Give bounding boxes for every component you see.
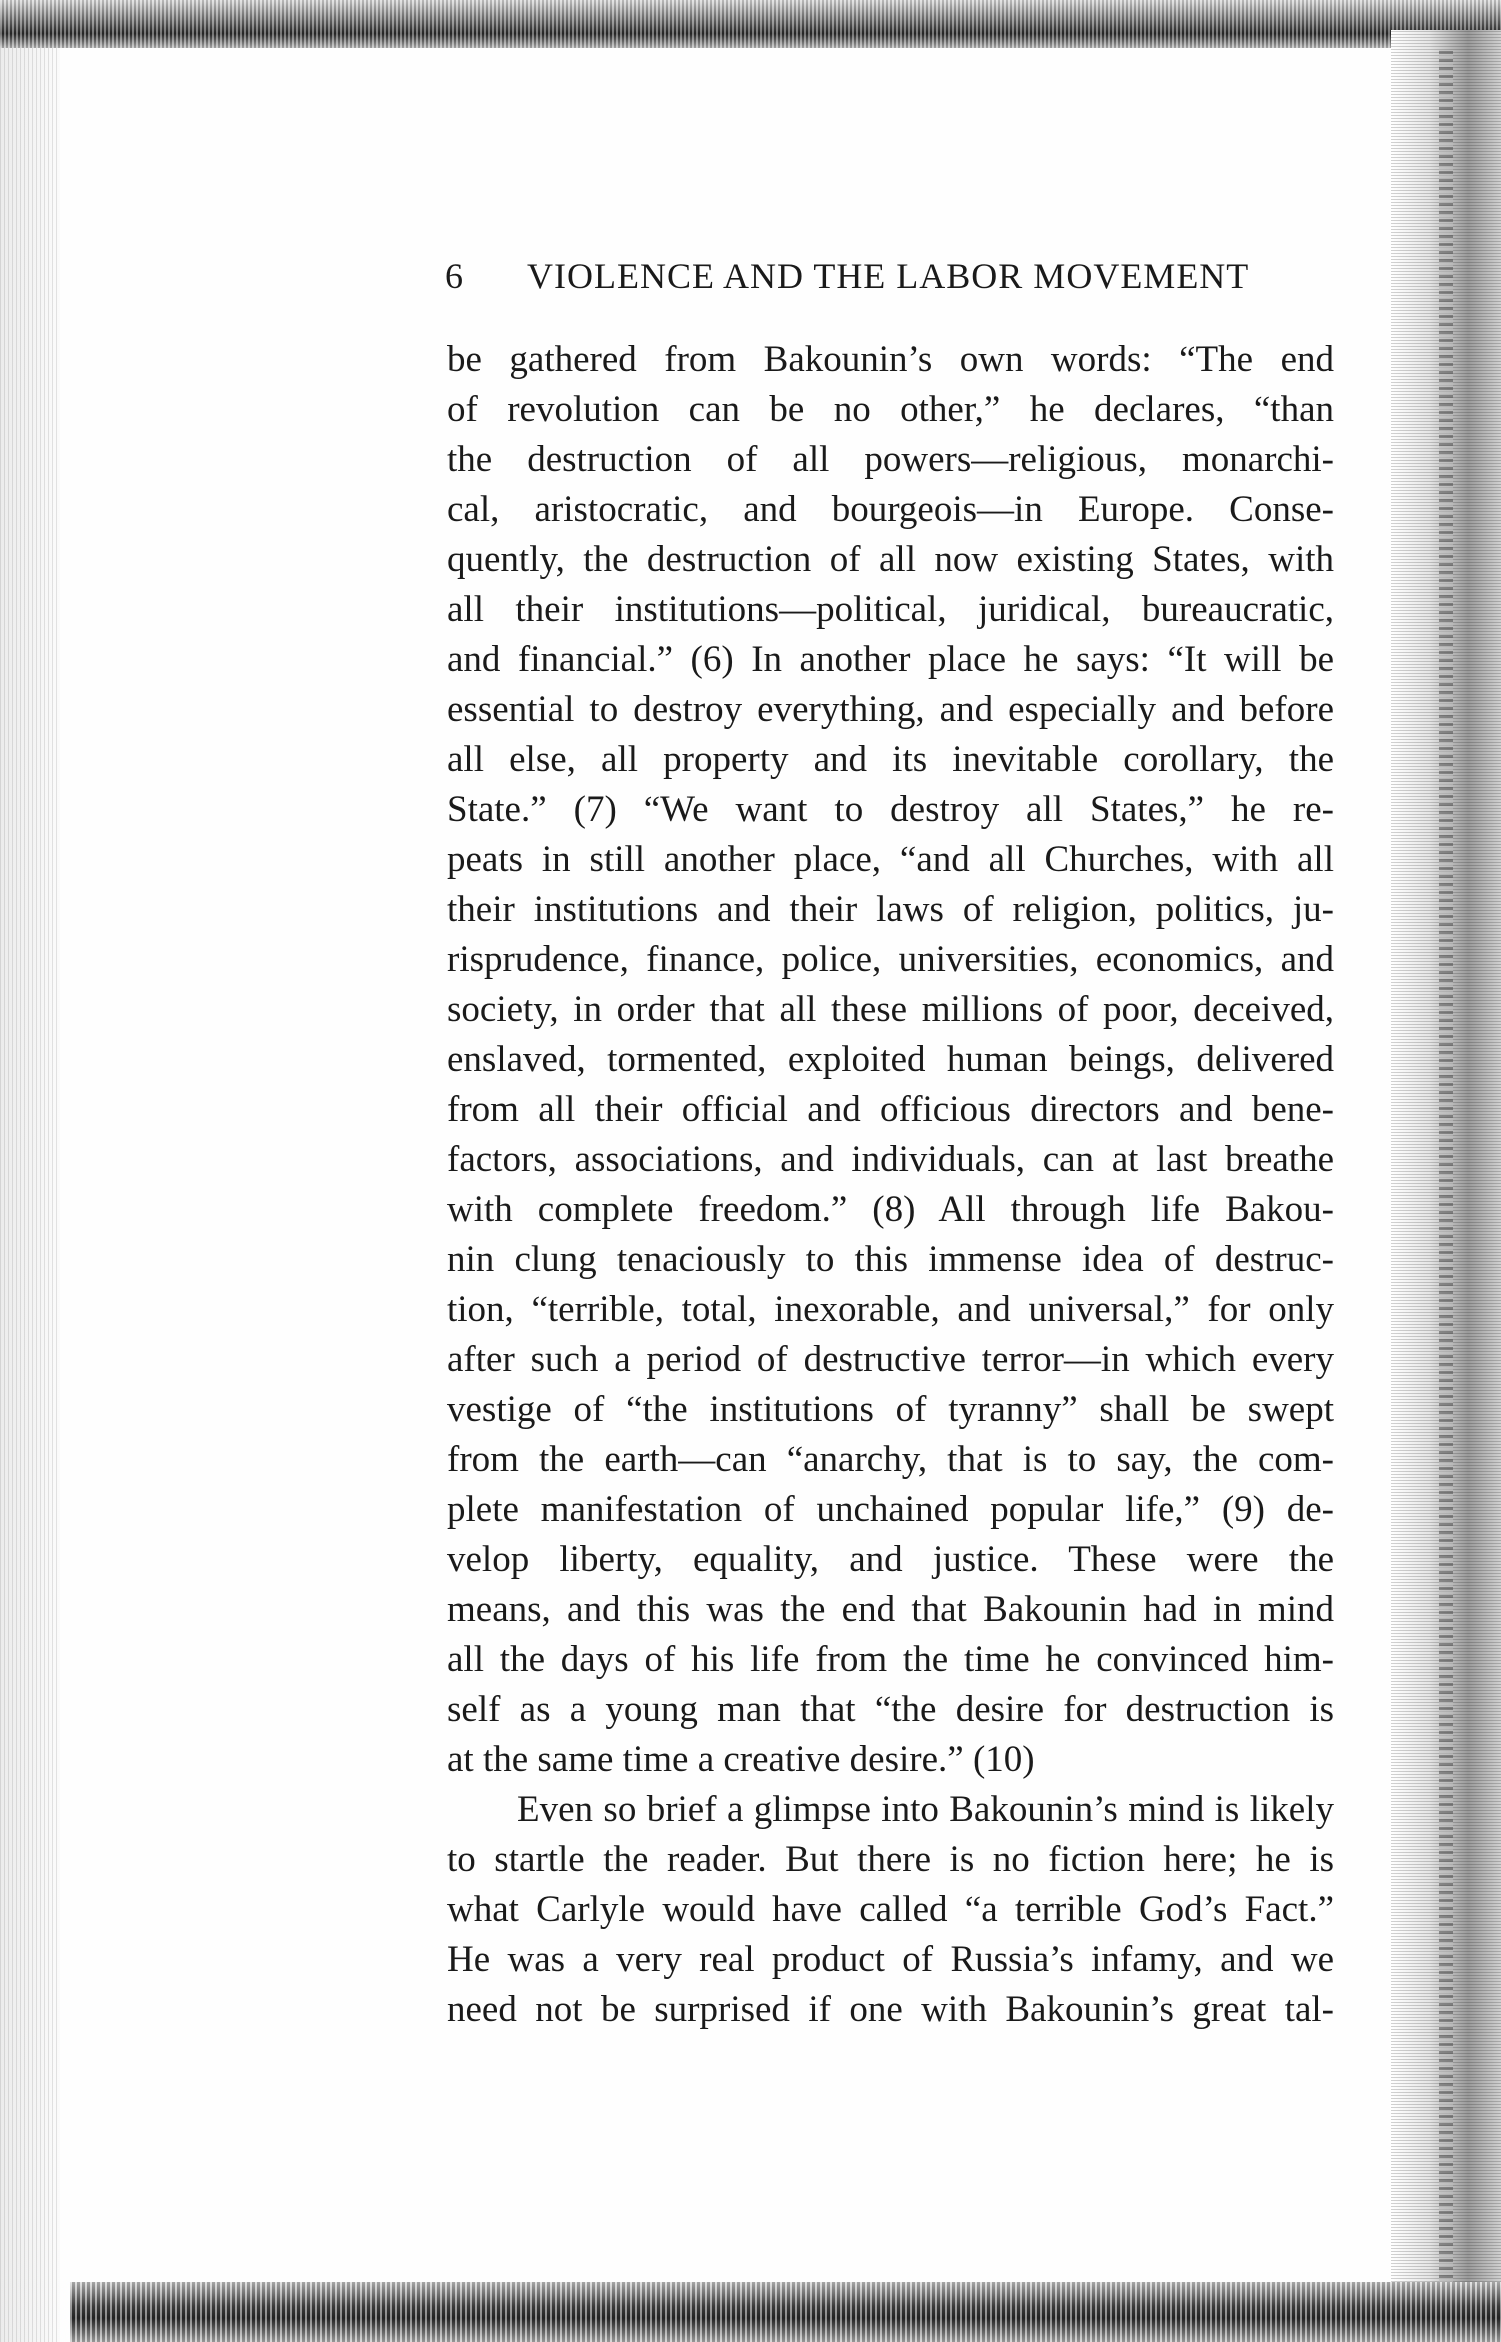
text-line: their institutions and their laws of religion, politics, ju- [447, 889, 1334, 930]
text-line: cal, aristocratic, and bourgeois—in Europe. Conse- [447, 489, 1334, 530]
text-line: quently, the destruction of all now existing States, with [447, 539, 1334, 580]
paragraph [447, 1785, 1501, 2035]
text-line: and financial.” (6) In another place he says: “It will be [447, 639, 1334, 680]
body-text [447, 335, 1501, 2035]
text-line: means, and this was the end that Bakounin had in mind [447, 1589, 1334, 1630]
text-line: what Carlyle would have called “a terrible God’s Fact.” [447, 1889, 1334, 1930]
text-line: from the earth—can “anarchy, that is to say, the com- [447, 1439, 1334, 1480]
text-line: enslaved, tormented, exploited human beings, delivered [447, 1039, 1334, 1080]
text-line: to startle the reader. But there is no fiction here; he is [447, 1839, 1334, 1880]
text-line: society, in order that all these millions of poor, deceived, [447, 989, 1334, 1030]
text-line: from all their official and officious directors and bene- [447, 1089, 1334, 1130]
text-line: all their institutions—political, juridical, bureaucratic, [447, 589, 1334, 630]
text-line: self as a young man that “the desire for destruction is [447, 1689, 1334, 1730]
text-line: the destruction of all powers—religious, monarchi- [447, 439, 1334, 480]
text-line: be gathered from Bakounin’s own words: “The end [447, 339, 1334, 380]
text-line: of revolution can be no other,” he declares, “than [447, 389, 1334, 430]
running-head [445, 255, 1445, 305]
scan-bottom-edge [70, 2282, 1501, 2342]
text-line: risprudence, finance, police, universities, economics, and [447, 939, 1334, 980]
text-line: after such a period of destructive terror—in which every [447, 1339, 1334, 1380]
paragraph [447, 335, 1501, 1785]
text-line: essential to destroy everything, and especially and before [447, 689, 1334, 730]
text-line: tion, “terrible, total, inexorable, and universal,” for only [447, 1289, 1334, 1330]
text-line: State.” (7) “We want to destroy all States,” he re- [447, 789, 1334, 830]
text-line: peats in still another place, “and all Churches, with all [447, 839, 1334, 880]
text-line: Even so brief a glimpse into Bakounin’s mind is likely [517, 1789, 1334, 1830]
text-line: at the same time a creative desire.” (10) [447, 1739, 1035, 1780]
scan-top-edge [0, 0, 1501, 48]
text-line: factors, associations, and individuals, can at last breathe [447, 1139, 1334, 1180]
page-number: 6 [445, 256, 464, 296]
text-line: with complete freedom.” (8) All through life Bakou- [447, 1189, 1334, 1230]
scan-left-edge [0, 48, 60, 2342]
text-line: vestige of “the institutions of tyranny” shall be swept [447, 1389, 1334, 1430]
text-line: plete manifestation of unchained popular life,” (9) de- [447, 1489, 1334, 1530]
text-line: all the days of his life from the time he convinced him- [447, 1639, 1334, 1680]
text-line: He was a very real product of Russia’s infamy, and we [447, 1939, 1334, 1980]
text-line: nin clung tenaciously to this immense idea of destruc- [447, 1239, 1334, 1280]
text-line: velop liberty, equality, and justice. These were the [447, 1539, 1334, 1580]
book-title: VIOLENCE AND THE LABOR MOVEMENT [527, 256, 1250, 296]
text-line: all else, all property and its inevitable corollary, the [447, 739, 1334, 780]
text-line: need not be surprised if one with Bakounin’s great tal- [447, 1989, 1334, 2030]
